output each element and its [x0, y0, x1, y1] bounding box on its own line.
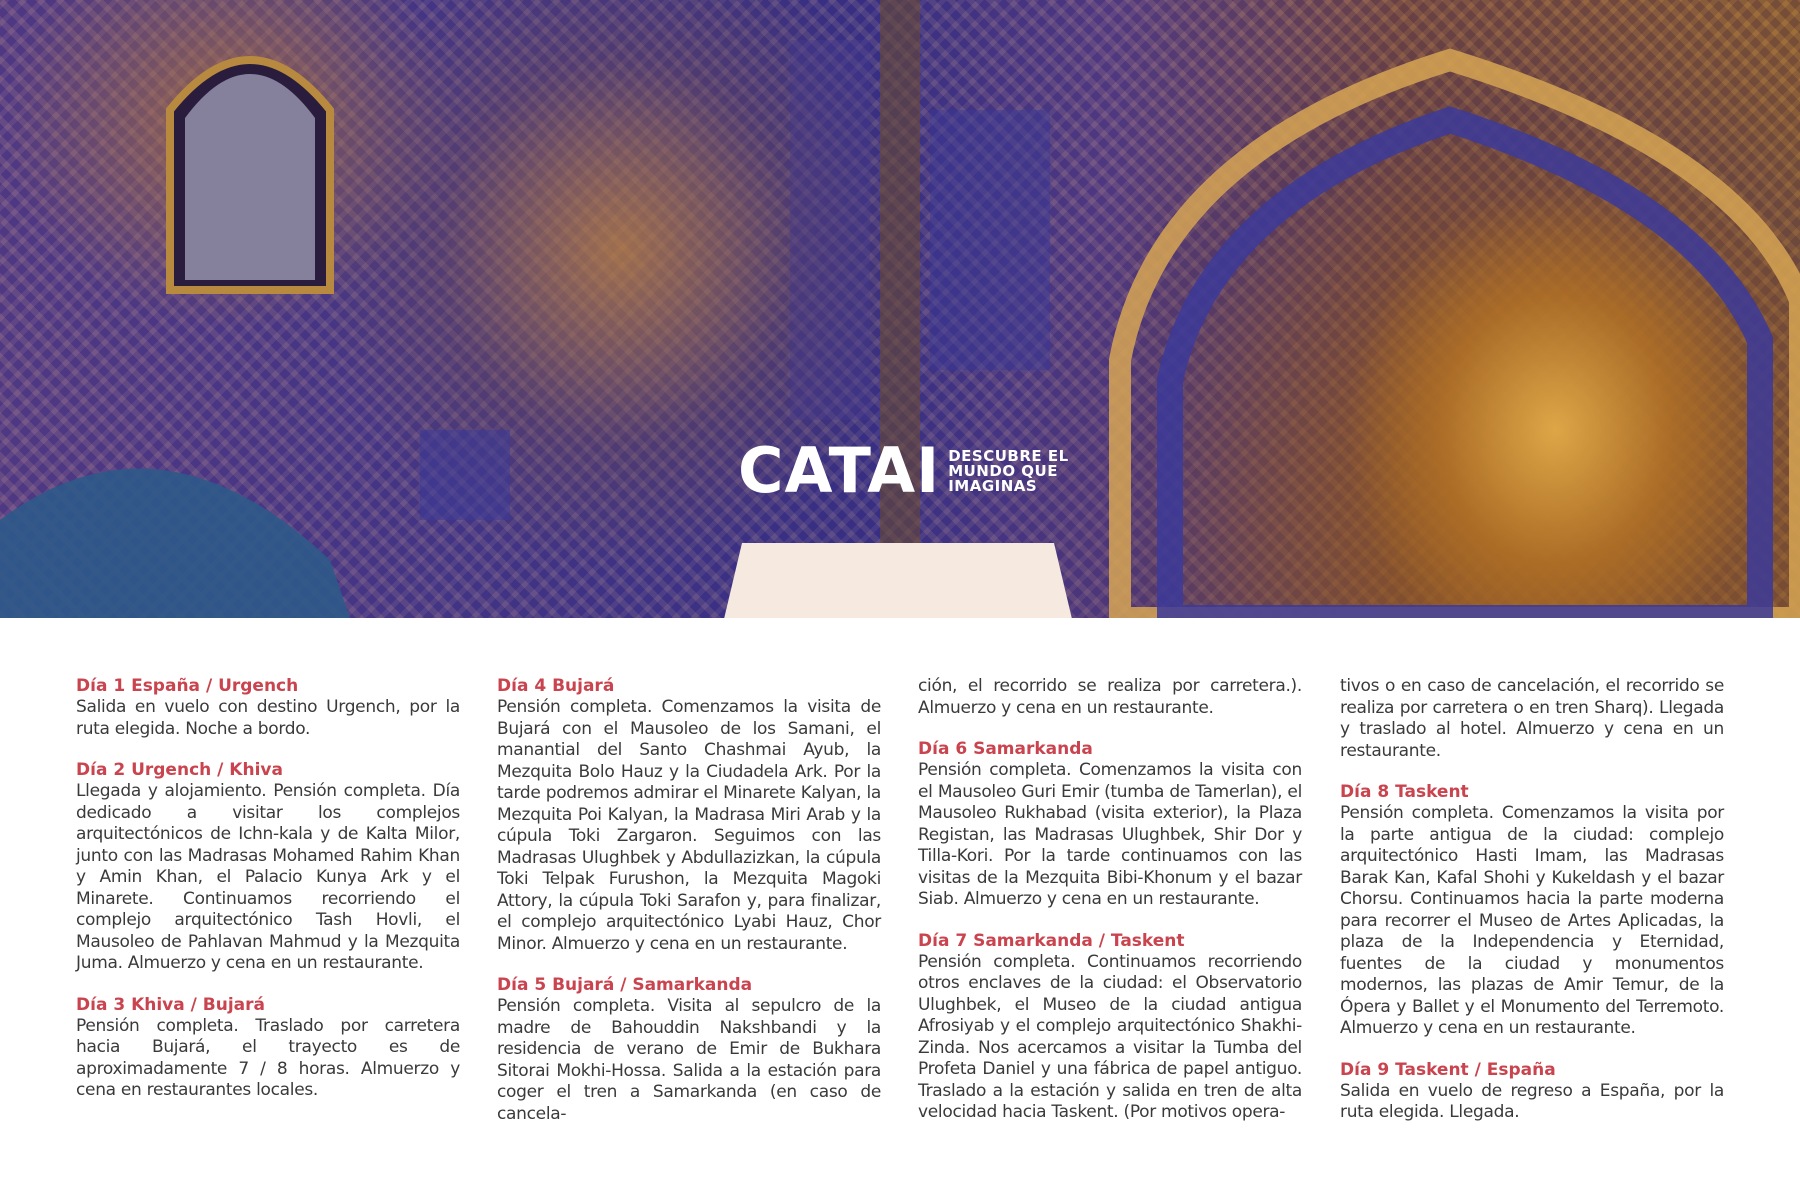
day-block: [497, 975, 881, 1125]
day-title: Día 2 Urgench / Khiva: [76, 760, 283, 780]
day-title: Día 1 España / Urgench: [76, 676, 299, 696]
day-title: Día 6 Samarkanda: [918, 739, 1093, 759]
day-text: tivos o en caso de cancelación, el recorrido se realiza por carretera o en tren Sharq). Llegada y traslado al hotel. Almuerzo y cena en un restaurante.: [1340, 676, 1724, 761]
day-title: Día 3 Khiva / Bujará: [76, 994, 265, 1015]
day-block: [76, 676, 460, 740]
page-tab: [724, 543, 1072, 618]
day-text: Pensión completa. Visita al sepulcro de la madre de Bahouddin Nakshbandi y la residencia de verano de Emir de Bukhara Sitorai Mokhi-Hossa. Salida a la estación para coger el tren a Samarkanda (en caso de cancela-: [497, 996, 881, 1124]
day-text: Salida en vuelo de regreso a España, por la ruta elegida. Llegada.: [1340, 1080, 1724, 1122]
day-title: Día 7 Samarkanda / Taskent: [918, 930, 1185, 951]
day-block: [497, 676, 881, 955]
day-title: Día 9 Taskent / España: [1340, 1059, 1556, 1080]
day-text: Llegada y alojamiento. Pensión completa. Día dedicado a visitar los complejos arquitectónicos de Ichn-kala y de Kalta Milor, junto con las Madrasas Mohamed Rahim Khan y Amin Khan, el Palacio Kunya Ark y el Minarete. Continuamos recorriendo el complejo arquitectónico Tash Hovli, el Mausoleo de Pahlavan Mahmud y la Mezquita Juma. Almuerzo y cena en un restaurante.: [76, 781, 460, 973]
day-block: [76, 760, 460, 975]
logo-tagline-line: IMAGINAS: [948, 476, 1038, 495]
itinerary-column-4: [1340, 676, 1724, 1144]
itinerary-column-1: [76, 676, 460, 1122]
day-text: Salida en vuelo con destino Urgench, por la ruta elegida. Noche a bordo.: [76, 697, 460, 739]
logo-tagline-line: DESCUBRE EL: [948, 446, 1069, 465]
day-block: [1340, 782, 1724, 1040]
day-block: [918, 739, 1302, 911]
logo-wordmark: CATAI: [738, 434, 941, 507]
day-block-continued: [918, 676, 1302, 719]
day-title: Día 5 Bujará / Samarkanda: [497, 975, 753, 995]
day-title: Día 4 Bujará: [497, 676, 615, 696]
itinerary: [0, 676, 1800, 1156]
day-text: Pensión completa. Comenzamos la visita de Bujará con el Mausoleo de los Samani, el manantial del Santo Chashmai Ayub, la Mezquita Bolo Hauz y la Ciudadela Ark. Por la tarde podremos admirar el Minarete Kalyan, la Mezquita Poi Kalyan, la Madrasa Miri Arab y la cúpula Toki Zargaron. Seguimos con las Madrasas Ulughbek y Abdullazizkan, la cúpula Toki Telpak Furushon, la Mezquita Magoki Attory, la cúpula Toki Sarafon y, para finalizar, el complejo arquitectónico Lyabi Hauz, Chor Minor. Almuerzo y cena en un restaurante.: [497, 697, 881, 954]
day-text: Pensión completa. Continuamos recorriendo otros enclaves de la ciudad: el Observatorio Ulughbek, el Museo de la ciudad antigua Afrosiyab y el complejo arquitectónico Shakhi-Zinda. Nos acercamos a visitar la Tumba del Profeta Daniel y una fábrica de papel antiguo. Traslado a la estación y salida en tren de alta velocidad hacia Taskent. (Por motivos opera-: [918, 951, 1302, 1122]
day-block-continued: [1340, 676, 1724, 762]
day-text: Pensión completa. Comenzamos la visita con el Mausoleo Guri Emir (tumba de Tamerlan), el Mausoleo Rukhabad (visita exterior), la Plaza Registan, las Madrasas Ulughbek, Shir Dor y Tilla-Kori. Por la tarde continuamos con las visitas de la Mezquita Bibi-Khonum y el bazar Siab. Almuerzo y cena en un restaurante.: [918, 760, 1302, 909]
day-block: [1340, 1060, 1724, 1124]
day-block: [76, 995, 460, 1102]
day-text: ción, el recorrido se realiza por carretera.). Almuerzo y cena en un restaurante.: [918, 676, 1302, 718]
logo-tagline: [948, 446, 1069, 495]
day-text: Pensión completa. Traslado por carretera hacia Bujará, el trayecto es de aproximadamente 7 / 8 horas. Almuerzo y cena en restaurantes locales.: [76, 1015, 460, 1100]
day-title: Día 8 Taskent: [1340, 782, 1469, 802]
day-text: Pensión completa. Comenzamos la visita por la parte antigua de la ciudad: complejo arquitectónico Hasti Imam, las Madrasas Barak Kan, Kafal Shohi y Kukeldash y el bazar Chorsu. Continuamos hacia la parte moderna para recorrer el Museo de Artes Aplicadas, la plaza de la Independencia y Eternidad, fuentes de la ciudad y monumentos modernos, las plazas de Amir Temur, de la Ópera y Ballet y el Monumento del Terremoto. Almuerzo y cena en un restaurante.: [1340, 803, 1724, 1038]
day-block: [918, 931, 1302, 1124]
itinerary-column-3: [918, 676, 1302, 1144]
logo-tagline-line: MUNDO QUE: [948, 461, 1058, 480]
itinerary-column-2: [497, 676, 881, 1145]
catai-logo: [738, 434, 1069, 507]
